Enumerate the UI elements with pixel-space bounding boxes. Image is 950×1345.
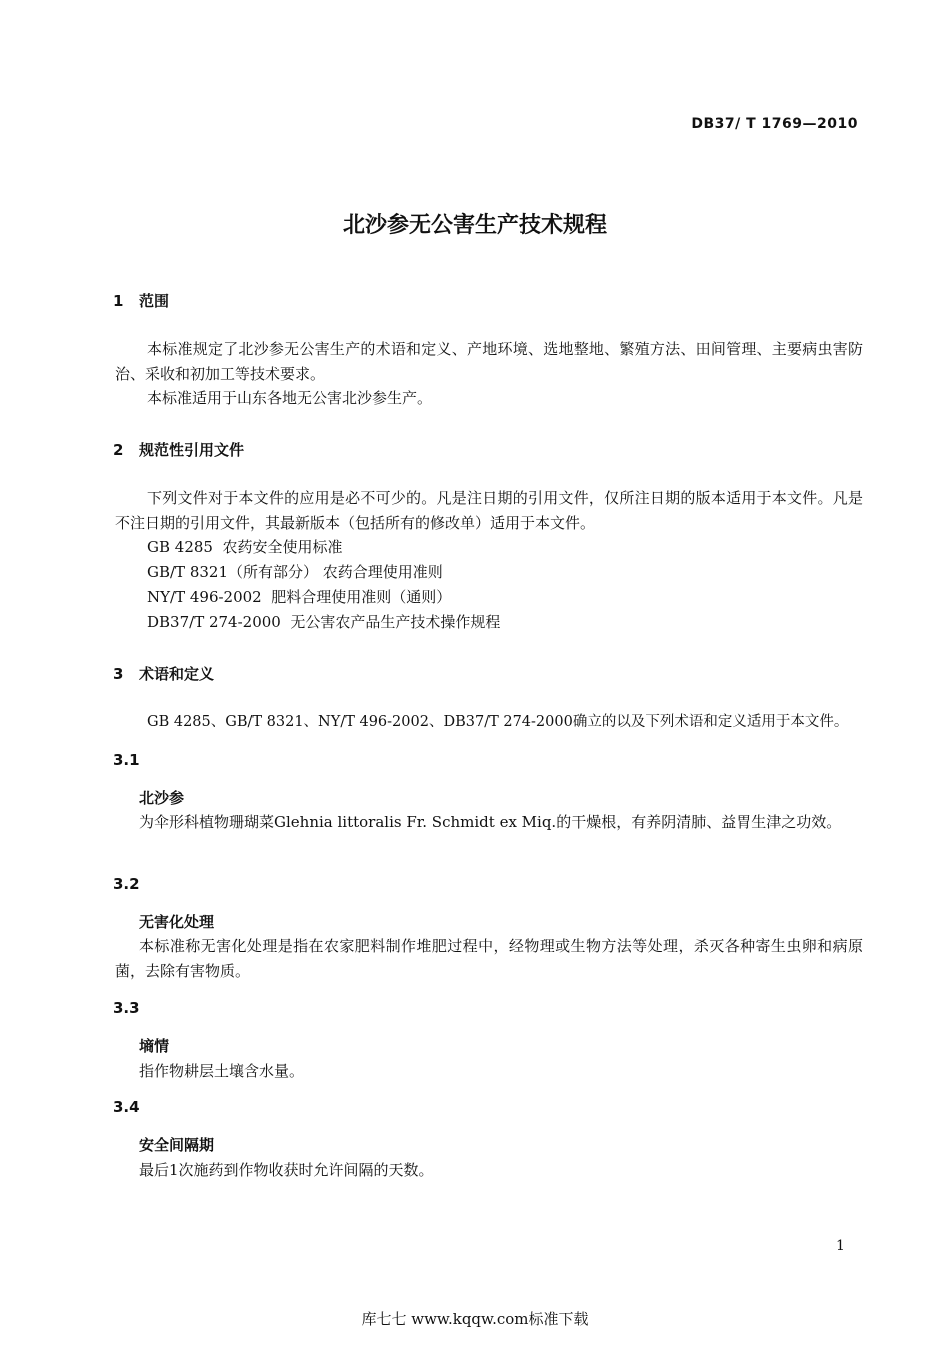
term-name: 北沙参 (139, 789, 185, 807)
document-code: DB37/ T 1769—2010 (691, 116, 858, 132)
section-1-title: 范围 (139, 292, 170, 310)
term-definition: 为伞形科植物珊瑚菜Glehnia littoralis Fr. Schmidt ex Miq.的干燥根，有养阴清肺、益胃生津之功效。 (139, 813, 842, 831)
section-3-number: 3 (113, 665, 124, 683)
section-2-heading (113, 439, 244, 460)
reference-item: GB 4285 农药安全使用标准 (147, 538, 343, 556)
term-number: 3.3 (113, 999, 140, 1017)
page-number: 1 (836, 1238, 845, 1254)
section-3-heading (113, 663, 214, 684)
section-3-title: 术语和定义 (139, 665, 215, 683)
section-1-number: 1 (113, 292, 124, 310)
term-number: 3.1 (113, 751, 140, 769)
term-definition: 最后1次施药到作物收获时允许间隔的天数。 (139, 1161, 434, 1179)
section-1-paragraph-1: 本标准规定了北沙参无公害生产的术语和定义、产地环境、选地整地、繁殖方法、田间管理、主要病虫害防治、采收和初加工等技术要求。 (115, 340, 863, 383)
reference-item: NY/T 496-2002 肥料合理使用准则（通则） (147, 588, 452, 606)
term-number: 3.4 (113, 1098, 140, 1116)
term-name: 无害化处理 (139, 913, 215, 931)
section-3-paragraph-1: GB 4285、GB/T 8321、NY/T 496-2002、DB37/T 274-2000确立的以及下列术语和定义适用于本文件。 (147, 714, 849, 730)
section-2-title: 规范性引用文件 (139, 441, 245, 459)
term-definition: 指作物耕层土壤含水量。 (139, 1062, 305, 1080)
section-1-paragraph-2: 本标准适用于山东各地无公害北沙参生产。 (147, 389, 433, 407)
term-name: 安全间隔期 (139, 1136, 215, 1154)
reference-item: GB/T 8321（所有部分） 农药合理使用准则 (147, 563, 443, 581)
section-2-number: 2 (113, 441, 124, 459)
section-2-paragraph-1: 下列文件对于本文件的应用是必不可少的。凡是注日期的引用文件，仅所注日期的版本适用于本文件。凡是不注日期的引用文件，其最新版本（包括所有的修改单）适用于本文件。 (115, 489, 863, 532)
term-number: 3.2 (113, 875, 140, 893)
footer-watermark: 库七七 www.kqqw.com标准下载 (361, 1310, 589, 1328)
document-title: 北沙参无公害生产技术规程 (342, 213, 607, 238)
term-name: 墒情 (139, 1037, 170, 1055)
term-definition: 本标准称无害化处理是指在农家肥料制作堆肥过程中，经物理或生物方法等处理，杀灭各种寄生虫卵和病原菌，去除有害物质。 (115, 937, 863, 980)
reference-item: DB37/T 274-2000 无公害农产品生产技术操作规程 (147, 613, 501, 631)
section-1-heading (113, 290, 169, 311)
